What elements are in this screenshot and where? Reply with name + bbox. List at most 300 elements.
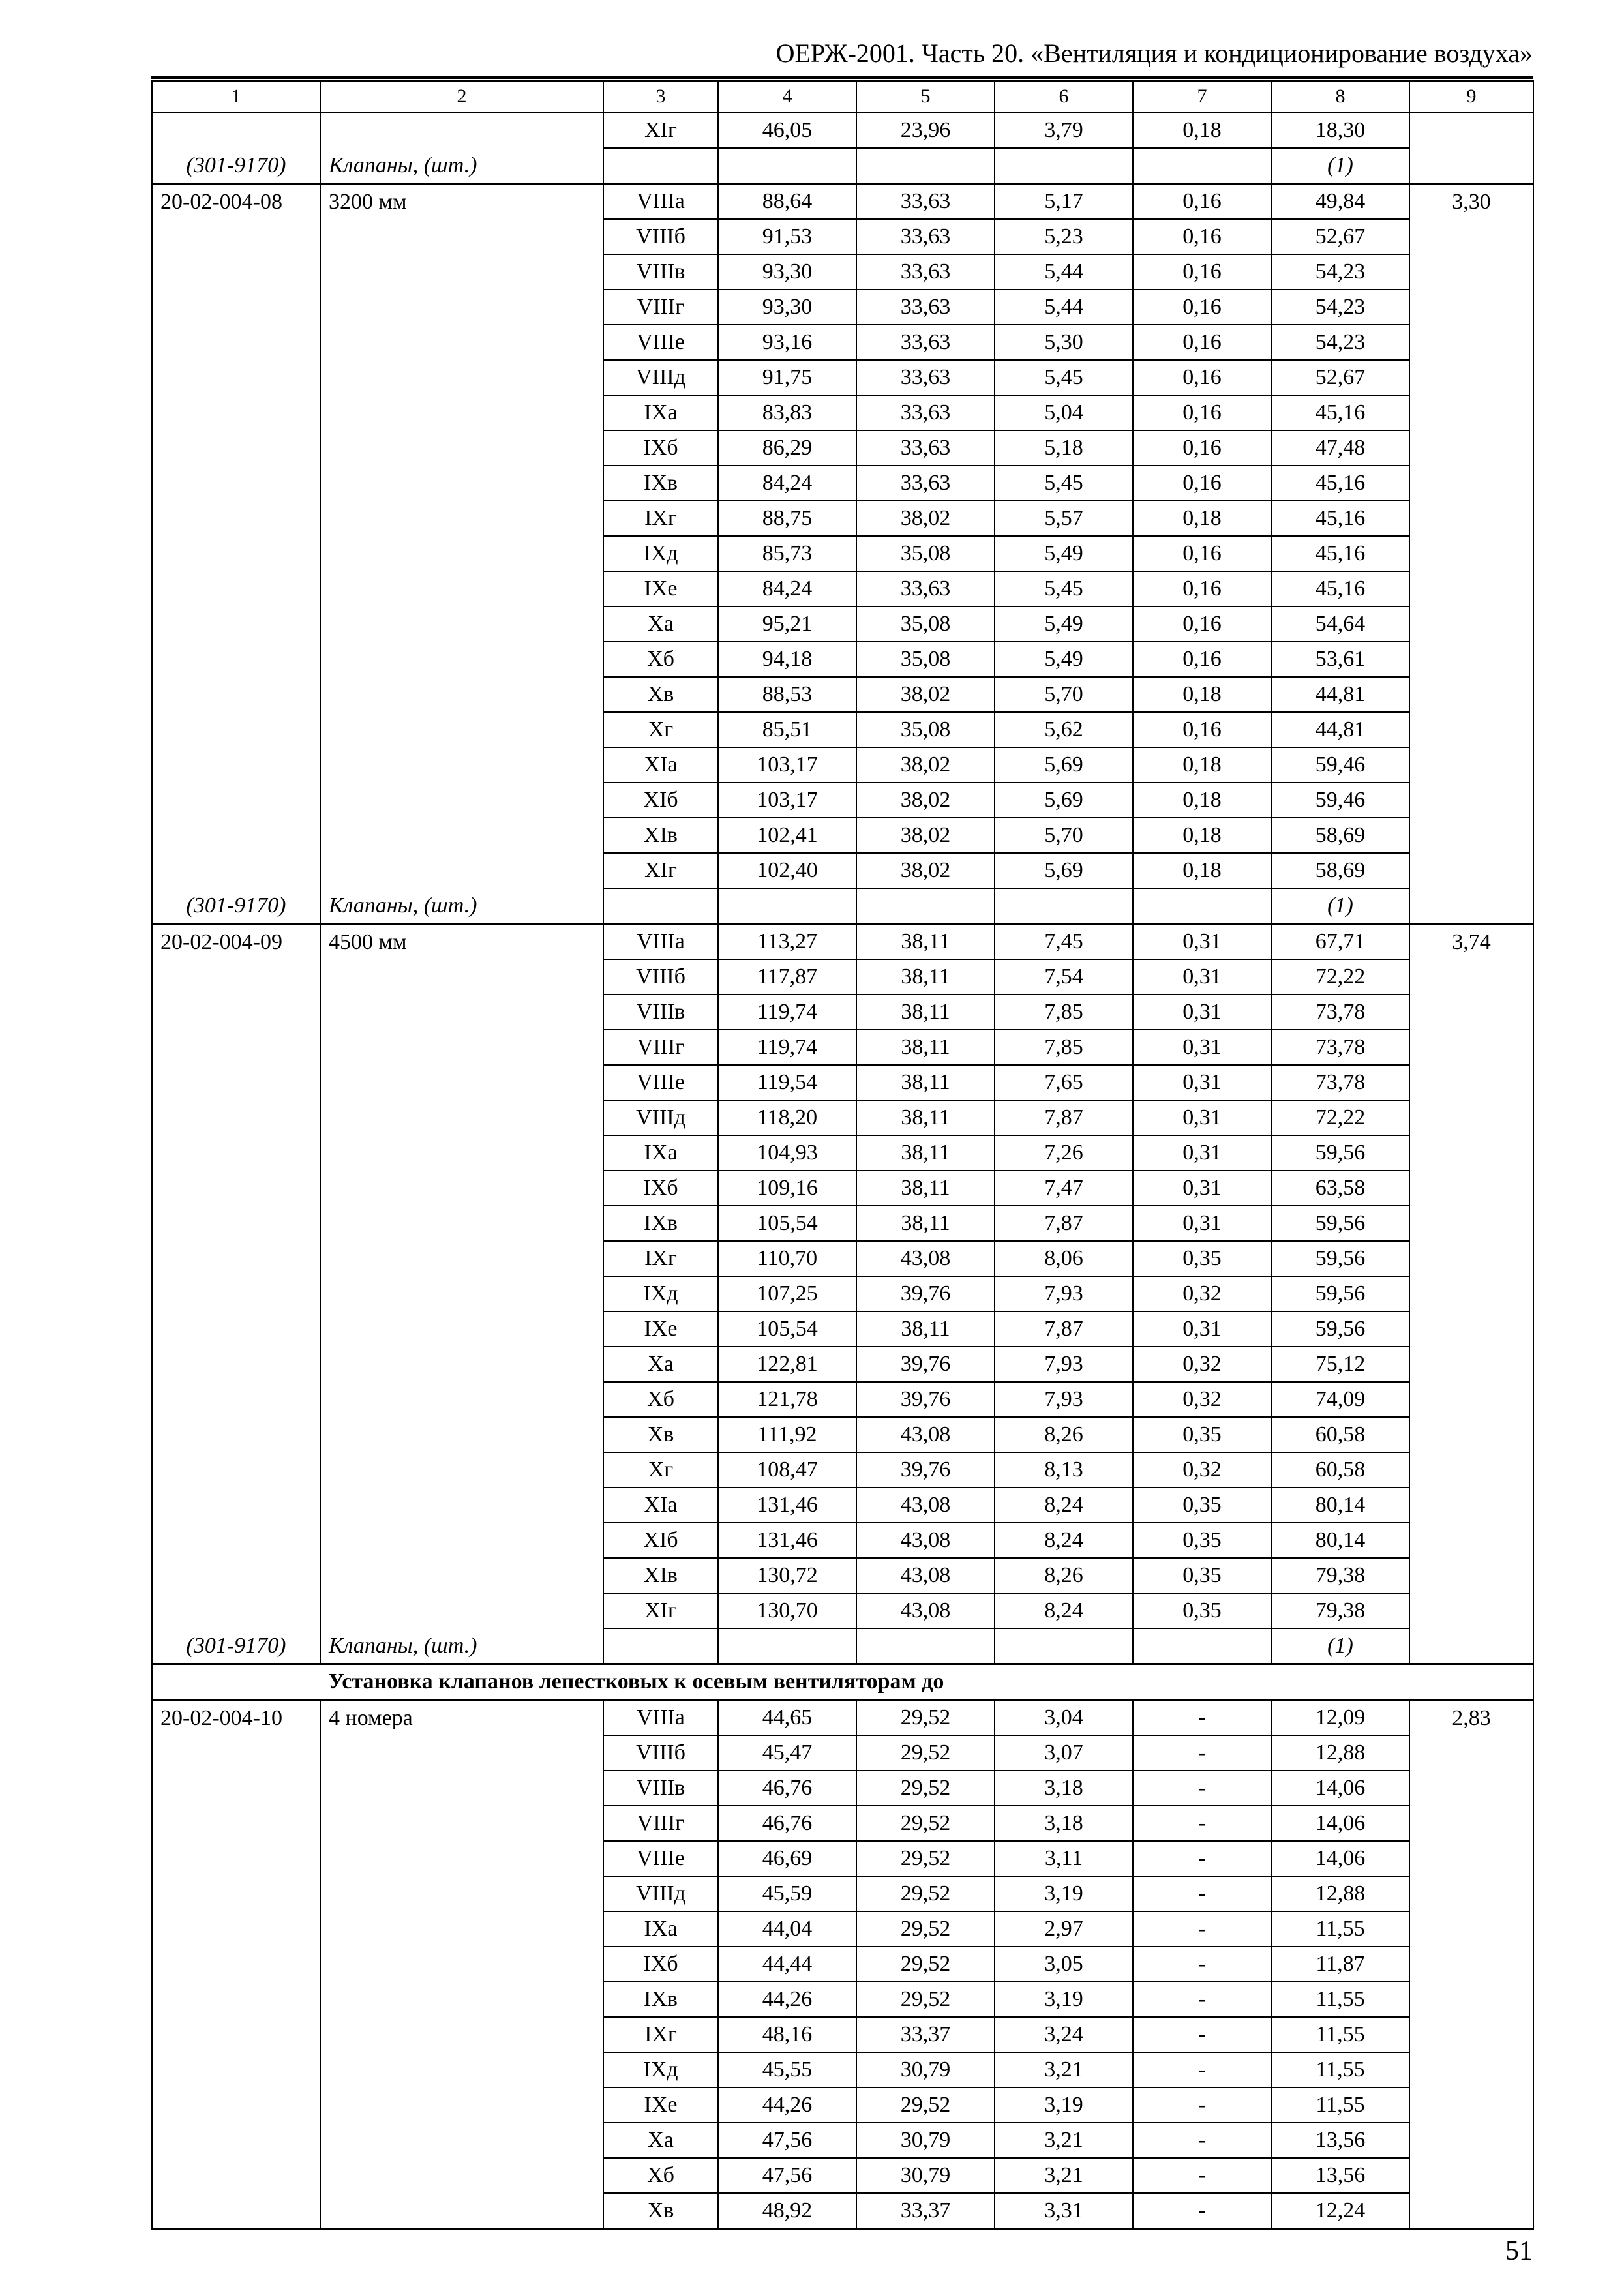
value-cell: 52,67 <box>1271 219 1409 254</box>
value-cell: 46,76 <box>718 1771 856 1806</box>
table-cell <box>152 536 320 571</box>
table-cell <box>152 606 320 642</box>
table-cell <box>320 395 603 430</box>
table-cell <box>152 1911 320 1947</box>
value-cell: 59,56 <box>1271 1241 1409 1276</box>
value-cell: 93,30 <box>718 254 856 290</box>
value-cell: 58,69 <box>1271 818 1409 853</box>
table-row <box>152 1947 1533 1982</box>
value-cell: 3,19 <box>995 2087 1133 2123</box>
value-cell: 0,16 <box>1133 712 1271 747</box>
value-cell: 93,30 <box>718 290 856 325</box>
zone-code: IXе <box>603 571 718 606</box>
value-cell: 7,45 <box>995 924 1133 960</box>
value-cell: 38,11 <box>856 959 995 995</box>
value-cell: 73,78 <box>1271 1065 1409 1100</box>
value-cell: 5,23 <box>995 219 1133 254</box>
value-cell: 35,08 <box>856 712 995 747</box>
table-cell <box>152 1841 320 1876</box>
rate-code: 20-02-004-10 <box>152 1700 320 1736</box>
value-cell: 93,16 <box>718 325 856 360</box>
value-cell: 43,08 <box>856 1488 995 1523</box>
value-cell: 105,54 <box>718 1311 856 1347</box>
table-row <box>152 2017 1533 2052</box>
table-cell <box>718 148 856 184</box>
table-cell <box>320 1488 603 1523</box>
value-cell: 102,40 <box>718 853 856 888</box>
zone-code: VIIIа <box>603 924 718 960</box>
value-cell: 8,24 <box>995 1593 1133 1628</box>
table-cell <box>1409 1771 1533 1806</box>
value-cell: 7,93 <box>995 1382 1133 1417</box>
value-cell: 72,22 <box>1271 959 1409 995</box>
table-cell <box>1409 2087 1533 2123</box>
rate-name: 3200 мм <box>320 184 603 220</box>
value-cell: 59,56 <box>1271 1206 1409 1241</box>
table-cell <box>1409 1628 1533 1664</box>
value-cell: 38,11 <box>856 1135 995 1171</box>
table-cell <box>152 1947 320 1982</box>
value-cell: 48,16 <box>718 2017 856 2052</box>
zone-code: IXв <box>603 466 718 501</box>
table-cell <box>1409 747 1533 783</box>
value-cell: 94,18 <box>718 642 856 677</box>
value-cell: 0,16 <box>1133 254 1271 290</box>
zone-code: IXе <box>603 1311 718 1347</box>
value-cell: 0,32 <box>1133 1452 1271 1488</box>
zone-code: IXб <box>603 430 718 466</box>
zone-code: XIв <box>603 1558 718 1593</box>
value-cell: 0,16 <box>1133 290 1271 325</box>
zone-code: IXд <box>603 1276 718 1311</box>
table-cell <box>320 1347 603 1382</box>
value-cell: 0,31 <box>1133 1311 1271 1347</box>
zone-code: IXг <box>603 2017 718 2052</box>
table-cell <box>1409 606 1533 642</box>
table-cell <box>320 1593 603 1628</box>
table-cell <box>1409 995 1533 1030</box>
coefficient: 2,83 <box>1409 1700 1533 1736</box>
value-cell: 84,24 <box>718 571 856 606</box>
table-cell <box>320 1947 603 1982</box>
table-cell <box>1409 818 1533 853</box>
value-cell: 7,93 <box>995 1347 1133 1382</box>
value-cell: 73,78 <box>1271 1030 1409 1065</box>
value-cell: 45,47 <box>718 1735 856 1771</box>
zone-code: VIIIб <box>603 1735 718 1771</box>
value-cell: 47,56 <box>718 2158 856 2193</box>
zone-code: IXб <box>603 1947 718 1982</box>
value-cell: 5,18 <box>995 430 1133 466</box>
table-cell <box>1409 1593 1533 1628</box>
value-cell: 29,52 <box>856 1700 995 1736</box>
table-cell <box>856 888 995 924</box>
table-row <box>152 712 1533 747</box>
table-cell <box>320 1135 603 1171</box>
value-cell: 2,97 <box>995 1911 1133 1947</box>
table-cell <box>152 360 320 395</box>
value-cell: 0,16 <box>1133 219 1271 254</box>
column-number: 9 <box>1409 81 1533 113</box>
table-cell <box>1409 1100 1533 1135</box>
value-cell: 30,79 <box>856 2123 995 2158</box>
value-cell: 5,49 <box>995 606 1133 642</box>
table-cell <box>152 1417 320 1452</box>
table-cell <box>1409 430 1533 466</box>
table-cell <box>1409 712 1533 747</box>
table-cell <box>1409 1417 1533 1452</box>
zone-code: XIб <box>603 783 718 818</box>
zone-code: IXа <box>603 1911 718 1947</box>
zone-code: VIIIв <box>603 1771 718 1806</box>
value-cell: 30,79 <box>856 2158 995 2193</box>
zone-code: Xг <box>603 712 718 747</box>
material-row <box>152 1628 1533 1664</box>
value-cell: 0,16 <box>1133 466 1271 501</box>
value-cell: 5,62 <box>995 712 1133 747</box>
table-cell <box>320 1417 603 1452</box>
value-cell: 38,02 <box>856 853 995 888</box>
table-cell <box>152 1311 320 1347</box>
value-cell: 3,19 <box>995 1982 1133 2017</box>
zone-code: Xб <box>603 2158 718 2193</box>
table-cell <box>320 1558 603 1593</box>
value-cell: 86,29 <box>718 430 856 466</box>
table-cell <box>152 747 320 783</box>
value-cell: 7,85 <box>995 995 1133 1030</box>
value-cell: 53,61 <box>1271 642 1409 677</box>
table-cell <box>320 959 603 995</box>
table-cell <box>152 2158 320 2193</box>
table-cell <box>718 1628 856 1664</box>
table-cell <box>1409 1523 1533 1558</box>
table-cell <box>152 1523 320 1558</box>
table-cell <box>1409 677 1533 712</box>
value-cell: 38,02 <box>856 677 995 712</box>
table-cell <box>152 325 320 360</box>
table-cell <box>152 1276 320 1311</box>
value-cell: 130,72 <box>718 1558 856 1593</box>
column-number: 4 <box>718 81 856 113</box>
value-cell: 38,11 <box>856 1311 995 1347</box>
table-cell <box>320 1100 603 1135</box>
header-rule <box>151 76 1533 79</box>
table-cell <box>152 1135 320 1171</box>
column-number: 1 <box>152 81 320 113</box>
table-row <box>152 1135 1533 1171</box>
table-cell <box>1409 853 1533 888</box>
value-cell: 12,24 <box>1271 2193 1409 2229</box>
value-cell: 3,07 <box>995 1735 1133 1771</box>
value-cell: 38,02 <box>856 783 995 818</box>
value-cell: 121,78 <box>718 1382 856 1417</box>
value-cell: - <box>1133 1841 1271 1876</box>
value-cell: 0,31 <box>1133 1065 1271 1100</box>
value-cell: 44,26 <box>718 1982 856 2017</box>
zone-code: XIб <box>603 1523 718 1558</box>
value-cell: 5,57 <box>995 501 1133 536</box>
value-cell: 0,35 <box>1133 1593 1271 1628</box>
value-cell: 80,14 <box>1271 1488 1409 1523</box>
value-cell: 59,46 <box>1271 747 1409 783</box>
value-cell: 0,31 <box>1133 959 1271 995</box>
value-cell: 18,30 <box>1271 113 1409 149</box>
value-cell: 39,76 <box>856 1347 995 1382</box>
table-cell <box>320 1241 603 1276</box>
value-cell: 122,81 <box>718 1347 856 1382</box>
value-cell: 49,84 <box>1271 184 1409 220</box>
value-cell: 38,11 <box>856 1171 995 1206</box>
value-cell: 33,63 <box>856 466 995 501</box>
value-cell: 33,63 <box>856 395 995 430</box>
table-row <box>152 853 1533 888</box>
value-cell: 3,05 <box>995 1947 1133 1982</box>
table-cell <box>320 2087 603 2123</box>
table-cell <box>1409 1030 1533 1065</box>
table-cell <box>152 2193 320 2229</box>
table-row <box>152 360 1533 395</box>
value-cell: 33,63 <box>856 430 995 466</box>
value-cell: 0,31 <box>1133 1206 1271 1241</box>
table-cell <box>152 395 320 430</box>
value-cell: 11,87 <box>1271 1947 1409 1982</box>
table-cell <box>1409 2123 1533 2158</box>
value-cell: 7,47 <box>995 1171 1133 1206</box>
value-cell: 39,76 <box>856 1276 995 1311</box>
value-cell: 8,24 <box>995 1523 1133 1558</box>
value-cell: 33,63 <box>856 325 995 360</box>
table-cell <box>1409 1982 1533 2017</box>
value-cell: 0,16 <box>1133 571 1271 606</box>
value-cell: 44,65 <box>718 1700 856 1736</box>
coefficient: 3,74 <box>1409 924 1533 960</box>
table-cell <box>152 1100 320 1135</box>
table-cell <box>1409 1806 1533 1841</box>
value-cell: - <box>1133 2193 1271 2229</box>
table-row <box>152 1876 1533 1911</box>
value-cell: 102,41 <box>718 818 856 853</box>
table-cell <box>320 818 603 853</box>
value-cell: 0,16 <box>1133 642 1271 677</box>
table-cell <box>152 1771 320 1806</box>
material-qty: (1) <box>1271 148 1409 184</box>
table-cell <box>320 1876 603 1911</box>
table-row <box>152 2087 1533 2123</box>
value-cell: 5,70 <box>995 818 1133 853</box>
value-cell: 7,65 <box>995 1065 1133 1100</box>
table-cell <box>320 783 603 818</box>
table-cell <box>320 536 603 571</box>
table-cell <box>152 712 320 747</box>
table-row <box>152 1382 1533 1417</box>
table-cell <box>152 642 320 677</box>
value-cell: 0,18 <box>1133 501 1271 536</box>
value-cell: 119,74 <box>718 1030 856 1065</box>
table-cell <box>152 1558 320 1593</box>
value-cell: - <box>1133 1947 1271 1982</box>
rate-code: 20-02-004-08 <box>152 184 320 220</box>
table-cell <box>152 1206 320 1241</box>
value-cell: 0,35 <box>1133 1417 1271 1452</box>
value-cell: 46,69 <box>718 1841 856 1876</box>
value-cell: 0,35 <box>1133 1523 1271 1558</box>
table-row <box>152 2123 1533 2158</box>
value-cell: 0,31 <box>1133 1135 1271 1171</box>
value-cell: 38,11 <box>856 1100 995 1135</box>
table-cell <box>320 1382 603 1417</box>
material-code: (301-9170) <box>152 148 320 184</box>
value-cell: 14,06 <box>1271 1771 1409 1806</box>
zone-code: Xа <box>603 606 718 642</box>
table-cell <box>1409 1735 1533 1771</box>
value-cell: 88,75 <box>718 501 856 536</box>
table-cell <box>1409 148 1533 184</box>
table-cell <box>603 888 718 924</box>
table-cell <box>152 959 320 995</box>
material-name: Клапаны, (шт.) <box>320 148 603 184</box>
table-row <box>152 219 1533 254</box>
value-cell: 43,08 <box>856 1558 995 1593</box>
table-cell <box>1409 1241 1533 1276</box>
value-cell: 45,16 <box>1271 571 1409 606</box>
table-cell <box>1409 395 1533 430</box>
value-cell: 0,32 <box>1133 1382 1271 1417</box>
table-row <box>152 1488 1533 1523</box>
column-number: 3 <box>603 81 718 113</box>
value-cell: 54,23 <box>1271 290 1409 325</box>
value-cell: 14,06 <box>1271 1806 1409 1841</box>
table-row <box>152 1806 1533 1841</box>
value-cell: 44,44 <box>718 1947 856 1982</box>
rate-code: 20-02-004-09 <box>152 924 320 960</box>
table-cell <box>320 1523 603 1558</box>
value-cell: 91,53 <box>718 219 856 254</box>
table-cell <box>320 1841 603 1876</box>
table-cell <box>320 853 603 888</box>
value-cell: 0,16 <box>1133 184 1271 220</box>
value-cell: 3,24 <box>995 2017 1133 2052</box>
value-cell: 38,02 <box>856 747 995 783</box>
table-cell <box>152 1876 320 1911</box>
table-cell <box>1409 2052 1533 2087</box>
column-number: 7 <box>1133 81 1271 113</box>
table-row <box>152 536 1533 571</box>
value-cell: 7,26 <box>995 1135 1133 1171</box>
value-cell: 13,56 <box>1271 2158 1409 2193</box>
value-cell: 5,44 <box>995 290 1133 325</box>
table-row <box>152 2052 1533 2087</box>
value-cell: 67,71 <box>1271 924 1409 960</box>
value-cell: 5,49 <box>995 536 1133 571</box>
value-cell: 0,16 <box>1133 430 1271 466</box>
value-cell: 44,26 <box>718 2087 856 2123</box>
value-cell: 5,44 <box>995 254 1133 290</box>
value-cell: 3,21 <box>995 2052 1133 2087</box>
value-cell: 48,92 <box>718 2193 856 2229</box>
value-cell: 38,11 <box>856 1030 995 1065</box>
value-cell: 75,12 <box>1271 1347 1409 1382</box>
value-cell: 59,56 <box>1271 1135 1409 1171</box>
value-cell: 39,76 <box>856 1382 995 1417</box>
table-cell <box>1409 1841 1533 1876</box>
value-cell: 47,56 <box>718 2123 856 2158</box>
zone-code: Xг <box>603 1452 718 1488</box>
table-cell <box>320 712 603 747</box>
table-cell <box>152 1664 320 1700</box>
table-cell <box>1409 1135 1533 1171</box>
value-cell: 12,88 <box>1271 1876 1409 1911</box>
table-cell <box>1409 466 1533 501</box>
table-row <box>152 1065 1533 1100</box>
zone-code: IXа <box>603 1135 718 1171</box>
table-cell <box>152 2052 320 2087</box>
value-cell: 29,52 <box>856 1982 995 2017</box>
value-cell: 60,58 <box>1271 1452 1409 1488</box>
zone-code: Xв <box>603 2193 718 2229</box>
material-name: Клапаны, (шт.) <box>320 1628 603 1664</box>
value-cell: 130,70 <box>718 1593 856 1628</box>
table-row <box>152 1100 1533 1135</box>
table-cell <box>320 1171 603 1206</box>
rates-table-body <box>152 81 1533 2229</box>
table-cell <box>320 1452 603 1488</box>
table-cell <box>1409 1911 1533 1947</box>
zone-code: XIг <box>603 1593 718 1628</box>
column-number: 8 <box>1271 81 1409 113</box>
value-cell: 43,08 <box>856 1523 995 1558</box>
value-cell: 63,58 <box>1271 1171 1409 1206</box>
table-cell <box>1409 1558 1533 1593</box>
value-cell: 85,51 <box>718 712 856 747</box>
table-cell <box>320 466 603 501</box>
zone-code: VIIIб <box>603 959 718 995</box>
table-cell <box>320 1771 603 1806</box>
value-cell: 5,69 <box>995 783 1133 818</box>
table-cell <box>320 1206 603 1241</box>
value-cell: 11,55 <box>1271 1911 1409 1947</box>
table-row <box>152 1841 1533 1876</box>
table-row <box>152 1982 1533 2017</box>
value-cell: 33,63 <box>856 254 995 290</box>
table-row <box>152 1030 1533 1065</box>
table-cell <box>1409 1065 1533 1100</box>
value-cell: 0,16 <box>1133 360 1271 395</box>
value-cell: 3,04 <box>995 1700 1133 1736</box>
value-cell: 3,18 <box>995 1806 1133 1841</box>
value-cell: 119,54 <box>718 1065 856 1100</box>
value-cell: 35,08 <box>856 606 995 642</box>
value-cell: 7,54 <box>995 959 1133 995</box>
value-cell: 103,17 <box>718 783 856 818</box>
zone-code: VIIIб <box>603 219 718 254</box>
value-cell: 12,88 <box>1271 1735 1409 1771</box>
value-cell: 3,31 <box>995 2193 1133 2229</box>
value-cell: 0,35 <box>1133 1241 1271 1276</box>
value-cell: 29,52 <box>856 2087 995 2123</box>
value-cell: 43,08 <box>856 1241 995 1276</box>
value-cell: 29,52 <box>856 1841 995 1876</box>
table-cell <box>1409 1876 1533 1911</box>
value-cell: 0,16 <box>1133 395 1271 430</box>
value-cell: 29,52 <box>856 1735 995 1771</box>
table-row <box>152 1771 1533 1806</box>
zone-code: IXа <box>603 395 718 430</box>
value-cell: 33,37 <box>856 2017 995 2052</box>
table-cell <box>1409 1311 1533 1347</box>
value-cell: 5,45 <box>995 360 1133 395</box>
value-cell: 38,11 <box>856 995 995 1030</box>
value-cell: 7,87 <box>995 1100 1133 1135</box>
